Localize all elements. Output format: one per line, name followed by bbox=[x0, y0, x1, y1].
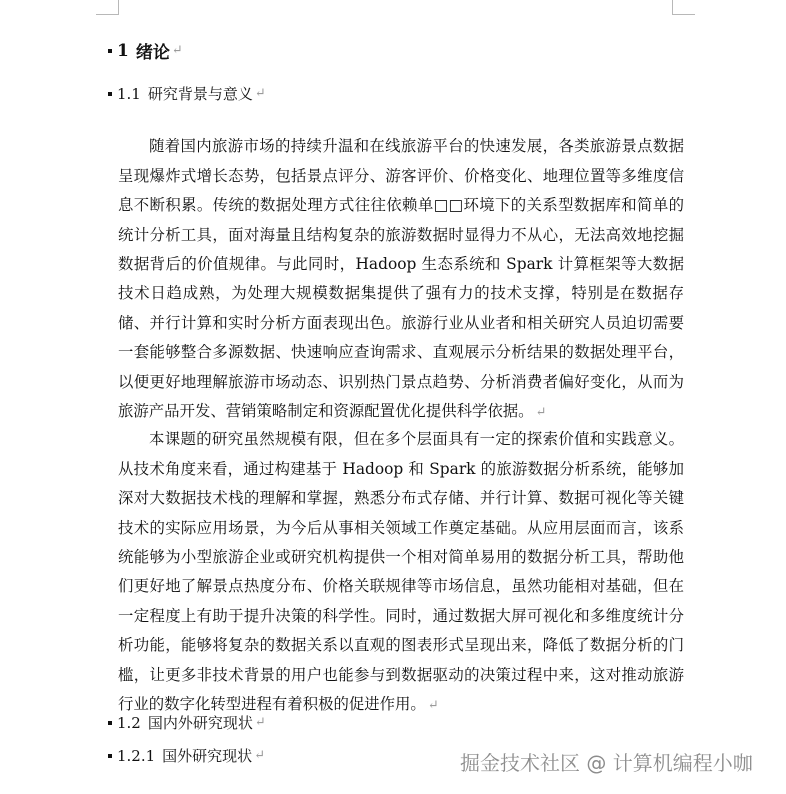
paragraph-mark-icon: ↵ bbox=[535, 405, 547, 421]
heading-title: 国外研究现状 bbox=[162, 747, 253, 765]
paragraph-text: 本课题的研究虽然规模有限，但在多个层面具有一定的探索价值和实践意义。从技术角度来看，通过构建基于 Hadoop 和 Spark 的旅游数据分析系统，能够加深对大数据技术栈的理解和掌握，熟悉分布式存储、并行计算、数据可视化等关键技术的实际应用场景，为今后从事相关领域工作奠定基础。从应用层面而言，该系统能够为小型旅游企业或研究机构提供一个相对简单易用的数据分析工具，帮助他们更好地了解景点热度分布、价格关联规律等市场信息，虽然功能相对基础，但在一定程度上有助于提升决策的科学性。同时，通过数据大屏可视化和多维度统计分析功能，能够将复杂的数据关系以直观的图表形式呈现出来，降低了数据分析的门槛，让更多非技术背景的用户也能参与到数据驱动的决策过程中来，这对推动旅游行业的数字化转型进程有着积极的促进作用。 bbox=[118, 430, 684, 714]
heading-number: 1 bbox=[117, 40, 129, 61]
heading-title: 国内外研究现状 bbox=[147, 714, 253, 732]
heading-1-2[interactable] bbox=[108, 712, 266, 733]
paragraph-mark-icon: ↵ bbox=[254, 715, 266, 730]
paragraph-text: 随着国内旅游市场的持续升温和在线旅游平台的快速发展，各类旅游景点数据呈现爆炸式增长态势，包括景点评分、游客评价、价格变化、地理位置等多维度信息不断积累。传统的数据处理方式往往依赖单□□环境下的关系型数据库和简单的统计分析工具，面对海量且结构复杂的旅游数据时显得力不从心，无法高效地挖掘数据背后的价值规律。与此同时，Hadoop 生态系统和 Spark 计算框架等大数据技术日趋成熟，为处理大规模数据集提供了强有力的技术支撑，特别是在数据存储、并行计算和实时分析方面表现出色。旅游行业从业者和相关研究人员迫切需要一套能够整合多源数据、快速响应查询需求、直观展示分析结果的数据处理平台，以便更好地理解旅游市场动态、识别热门景点趋势、分析消费者偏好变化，从而为旅游产品开发、营销策略制定和资源配置优化提供科学依据。 bbox=[118, 137, 684, 421]
heading-1-2-1[interactable] bbox=[108, 745, 265, 766]
list-bullet bbox=[108, 49, 112, 53]
paragraph-mark-icon: ↵ bbox=[254, 86, 266, 101]
paragraph-mark-icon: ↵ bbox=[254, 748, 266, 763]
list-bullet bbox=[108, 754, 112, 758]
paragraph-mark-icon: ↵ bbox=[427, 698, 439, 714]
heading-title: 研究背景与意义 bbox=[147, 85, 253, 103]
heading-1-1[interactable] bbox=[108, 83, 266, 104]
paragraph-mark-icon: ↵ bbox=[171, 43, 183, 58]
heading-1[interactable] bbox=[108, 38, 183, 63]
watermark: 掘金技术社区 @ 计算机编程小咖 bbox=[460, 751, 753, 775]
body-paragraph-significance[interactable] bbox=[118, 425, 684, 720]
page-corner-mark-left bbox=[96, 0, 119, 15]
heading-number: 1.2 bbox=[117, 713, 141, 732]
page-corner-mark-right bbox=[672, 0, 695, 15]
heading-number: 1.2.1 bbox=[117, 746, 156, 765]
heading-title: 绪论 bbox=[135, 43, 170, 63]
list-bullet bbox=[108, 92, 112, 96]
list-bullet bbox=[108, 721, 112, 725]
body-paragraph-background[interactable] bbox=[118, 132, 684, 427]
heading-number: 1.1 bbox=[117, 84, 141, 103]
